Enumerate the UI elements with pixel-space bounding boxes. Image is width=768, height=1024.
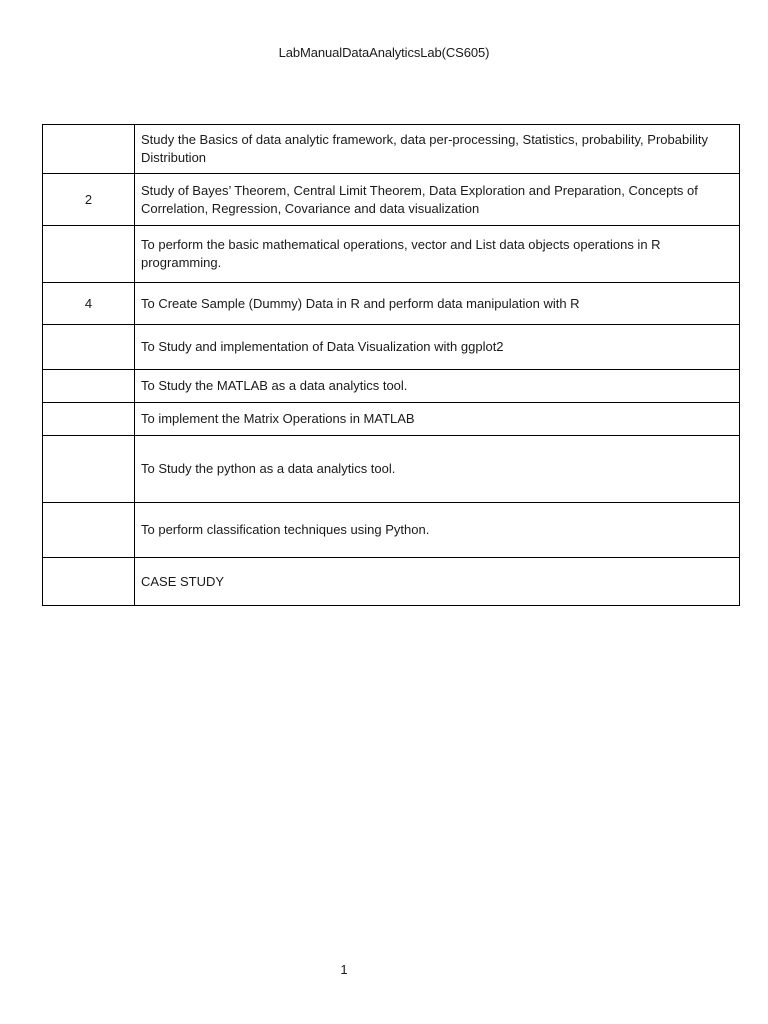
table-row bbox=[43, 174, 740, 226]
experiment-description-cell: Study the Basics of data analytic framework, data per-processing, Statistics, probability, Probability Distribution bbox=[135, 125, 740, 174]
table-row bbox=[43, 325, 740, 370]
table-row bbox=[43, 503, 740, 558]
experiment-number-cell bbox=[43, 503, 135, 558]
experiment-description-cell: To Study the MATLAB as a data analytics tool. bbox=[135, 370, 740, 403]
experiment-description-cell: To Study the python as a data analytics tool. bbox=[135, 436, 740, 503]
experiment-number-cell bbox=[43, 125, 135, 174]
table-row bbox=[43, 226, 740, 283]
table-row bbox=[43, 436, 740, 503]
experiment-description-cell: To perform classification techniques using Python. bbox=[135, 503, 740, 558]
experiment-number-cell bbox=[43, 370, 135, 403]
experiment-description-cell: Study of Bayes’ Theorem, Central Limit Theorem, Data Exploration and Preparation, Concepts of Correlation, Regression, Covariance and data visualization bbox=[135, 174, 740, 226]
experiment-number-cell bbox=[43, 558, 135, 606]
experiments-table bbox=[42, 124, 740, 606]
table-row bbox=[43, 125, 740, 174]
page-header-title: LabManualDataAnalyticsLab(CS605) bbox=[278, 45, 490, 60]
experiment-description-cell: To Study and implementation of Data Visualization with ggplot2 bbox=[135, 325, 740, 370]
experiment-description-cell: To Create Sample (Dummy) Data in R and perform data manipulation with R bbox=[135, 283, 740, 325]
experiment-description-cell: To implement the Matrix Operations in MATLAB bbox=[135, 403, 740, 436]
experiment-description-cell: CASE STUDY bbox=[135, 558, 740, 606]
experiment-description-cell: To perform the basic mathematical operations, vector and List data objects operations in R programming. bbox=[135, 226, 740, 283]
experiment-number-cell bbox=[43, 325, 135, 370]
table-row bbox=[43, 403, 740, 436]
experiment-number-cell bbox=[43, 403, 135, 436]
page-number: 1 bbox=[340, 962, 348, 977]
experiment-number-cell: 2 bbox=[43, 174, 135, 226]
experiment-number-cell bbox=[43, 226, 135, 283]
table-row bbox=[43, 558, 740, 606]
experiment-number-cell bbox=[43, 436, 135, 503]
table-row bbox=[43, 370, 740, 403]
table-row bbox=[43, 283, 740, 325]
experiment-number-cell: 4 bbox=[43, 283, 135, 325]
